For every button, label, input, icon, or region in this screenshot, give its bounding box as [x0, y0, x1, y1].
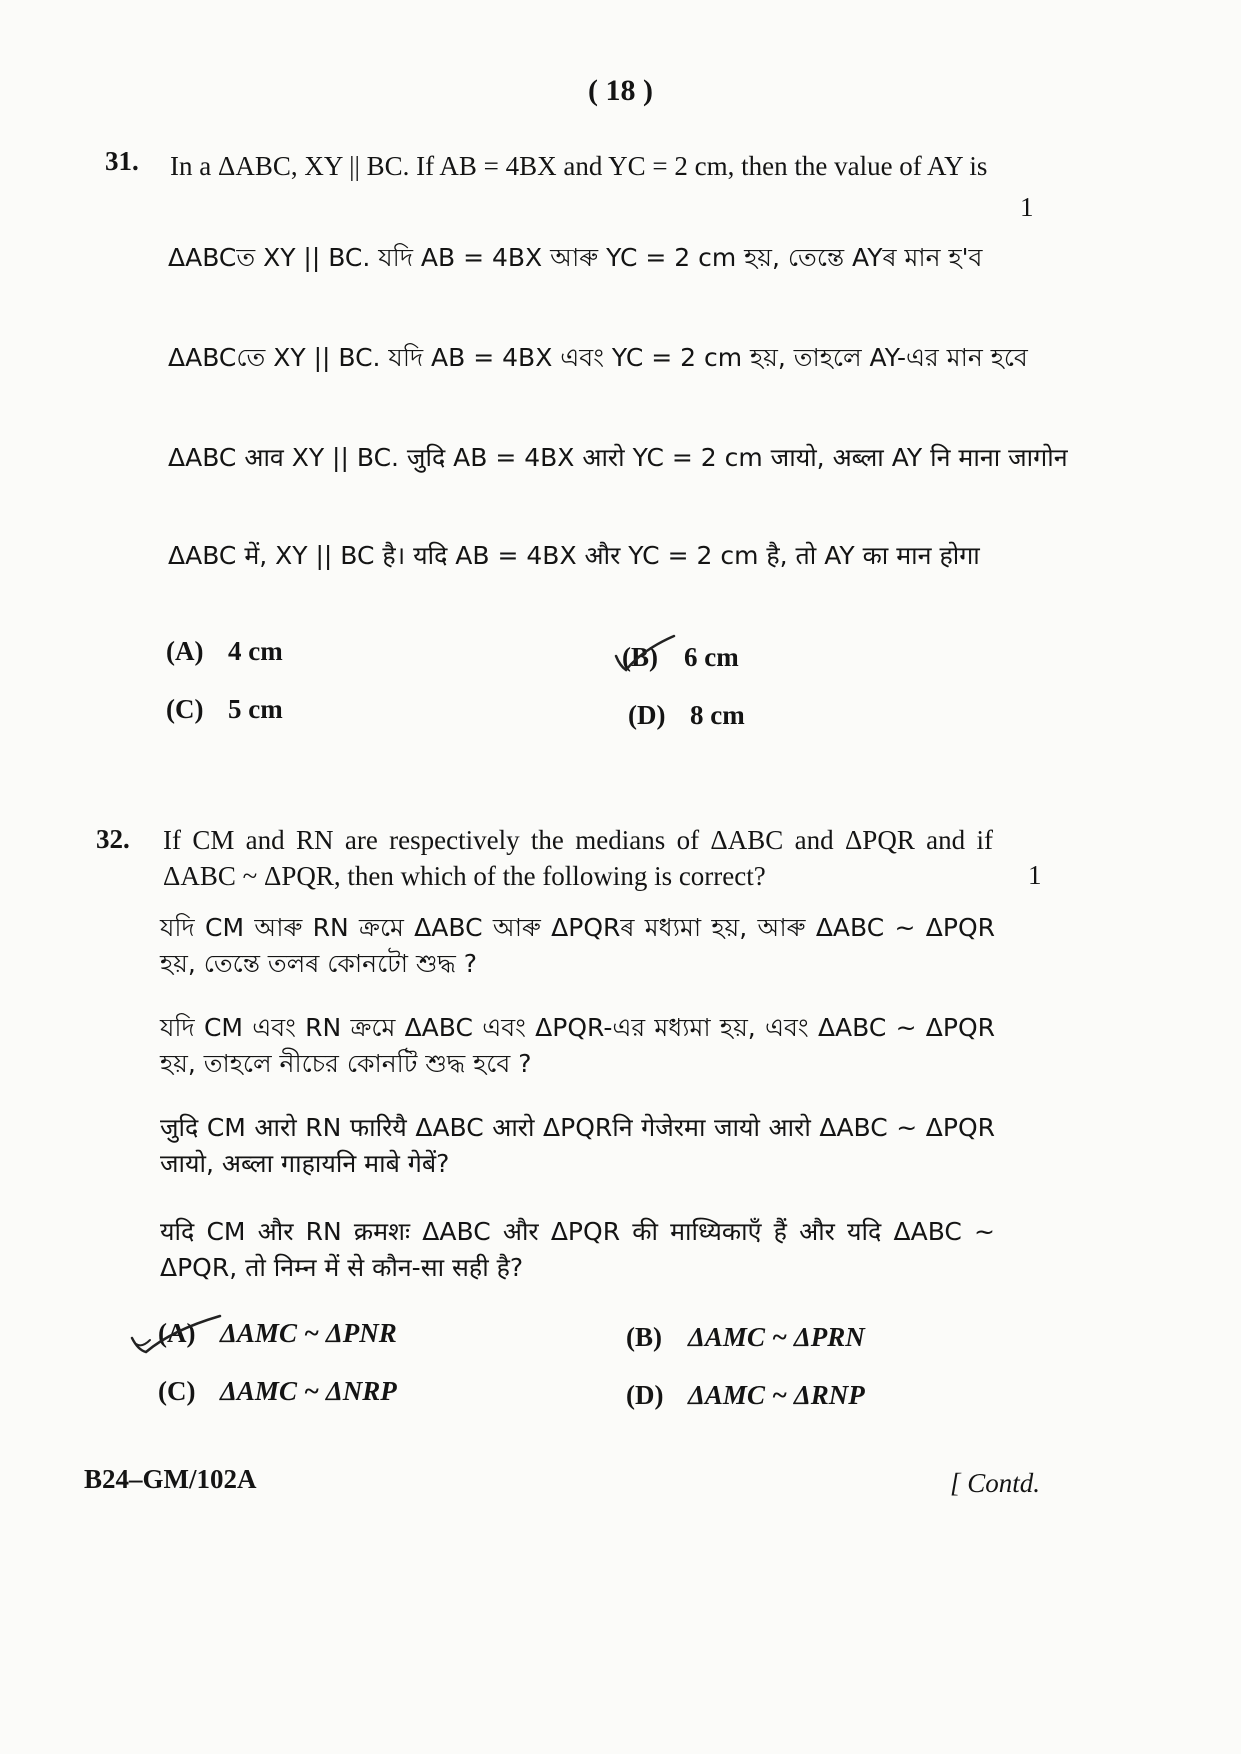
q31-bengali: ΔABCতে XY || BC. যদি AB = 4BX এবং YC = 2 cm হয়, তাহলে AY-এর মান হবে: [168, 343, 1028, 372]
handwritten-tick-icon: [128, 1310, 228, 1356]
q32-option-c[interactable]: [158, 1376, 397, 1407]
option-label: (B): [622, 642, 658, 672]
option-text: 8 cm: [690, 700, 745, 730]
q32-marks: 1: [1028, 860, 1042, 890]
option-label: (A): [158, 1318, 196, 1348]
handwritten-tick-icon: [612, 632, 682, 676]
option-text: 6 cm: [684, 642, 739, 672]
q32-number: 32.: [96, 824, 130, 854]
q31-option-a[interactable]: [166, 636, 283, 667]
option-label: (D): [626, 1380, 664, 1410]
q32-bodo: जुदि CM आरो RN फारियै ΔABC आरो ΔPQRनि गेजेरमा जायो आरो ΔABC ~ ΔPQR जायो, अब्ला गाहायनि माबे गेबें?: [160, 1113, 995, 1178]
q32-english: If CM and RN are respectively the medians of ΔABC and ΔPQR and if ΔABC ~ ΔPQR, then which of the following is correct?: [163, 825, 993, 891]
option-label: (C): [158, 1376, 196, 1406]
q32-assamese: যদি CM আৰু RN ক্ৰমে ΔABC আৰু ΔPQRৰ মধ্যমা হয়, আৰু ΔABC ~ ΔPQR হয়, তেন্তে তলৰ কোনটো শুদ্ধ ?: [160, 913, 995, 978]
option-label: (D): [628, 700, 666, 730]
q31-option-d[interactable]: [628, 700, 745, 731]
q32-hindi: यदि CM और RN क्रमशः ΔABC और ΔPQR की माध्यिकाएँ हैं और यदि ΔABC ~ ΔPQR, तो निम्न में से कौन-सा सही है?: [160, 1217, 995, 1282]
q31-hindi: ΔABC में, XY || BC है। यदि AB = 4BX और YC = 2 cm है, तो AY का मान होगा: [168, 541, 980, 570]
q31-marks: 1: [1020, 192, 1034, 222]
option-label: (A): [166, 636, 204, 666]
paper-code: B24–GM/102A: [84, 1464, 257, 1494]
option-text: ΔAMC ~ ΔRNP: [688, 1380, 865, 1410]
option-text: 4 cm: [228, 636, 283, 666]
q31-number: 31.: [105, 146, 139, 176]
option-label: (B): [626, 1322, 662, 1352]
continued-label: [ Contd.: [950, 1468, 1041, 1498]
q32-option-b[interactable]: [626, 1322, 865, 1353]
q31-option-c[interactable]: [166, 694, 283, 725]
q31-english: In a ΔABC, XY || BC. If AB = 4BX and YC = 2 cm, then the value of AY is: [170, 151, 988, 181]
option-text: ΔAMC ~ ΔPNR: [220, 1318, 397, 1348]
option-label: (C): [166, 694, 204, 724]
option-text: ΔAMC ~ ΔPRN: [688, 1322, 865, 1352]
q31-bodo: ΔABC आव XY || BC. जुदि AB = 4BX आरो YC = 2 cm जायो, अब्ला AY नि माना जागोन: [168, 443, 1068, 472]
option-text: ΔAMC ~ ΔNRP: [220, 1376, 397, 1406]
option-text: 5 cm: [228, 694, 283, 724]
page-number: ( 18 ): [588, 74, 653, 107]
q31-assamese: ΔABCত XY || BC. যদি AB = 4BX আৰু YC = 2 cm হয়, তেন্তে AYৰ মান হ'ব: [168, 243, 983, 272]
q32-bengali: যদি CM এবং RN ক্রমে ΔABC এবং ΔPQR-এর মধ্যমা হয়, এবং ΔABC ~ ΔPQR হয়, তাহলে নীচের কোনটি শুদ্ধ হবে ?: [160, 1013, 995, 1078]
q32-option-d[interactable]: [626, 1380, 865, 1411]
